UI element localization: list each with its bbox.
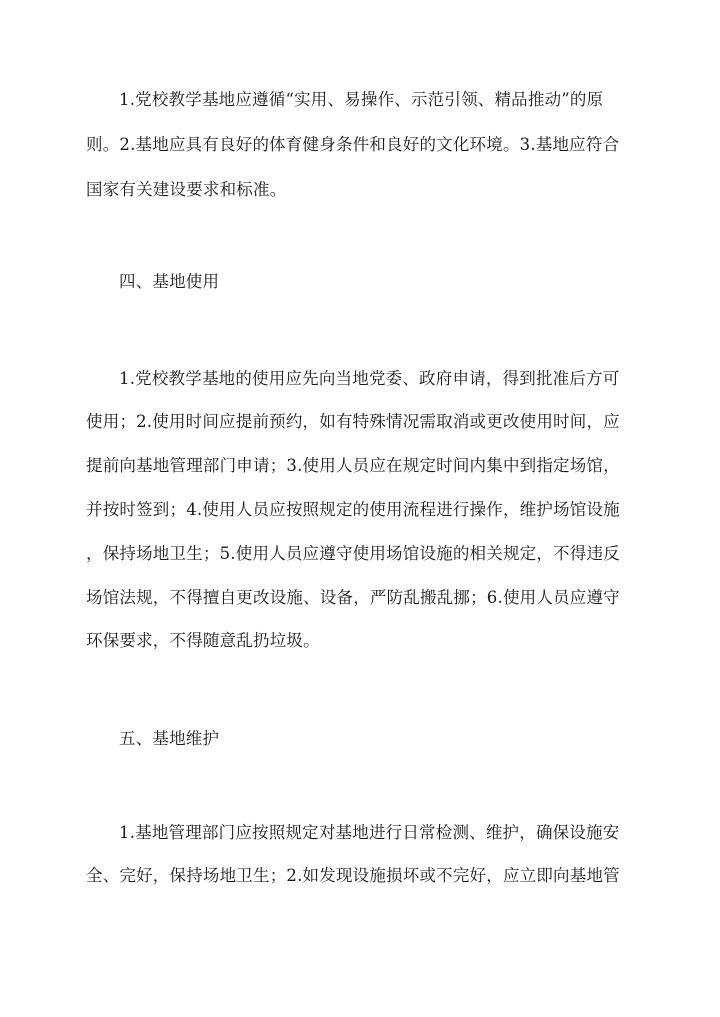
para3-line-2: 全、完好，保持场地卫生；2.如发现设施损坏或不完好，应立即向基地管 xyxy=(86,866,620,885)
para2-line-1: 1.党校教学基地的使用应先向当地党委、政府申请，得到批准后方可 xyxy=(119,369,620,388)
section-heading-5: 五、基地维护 xyxy=(119,729,220,748)
para1-line-3: 国家有关建设要求和标准。 xyxy=(86,180,287,199)
para1-line-1: 1.党校教学基地应遵循“实用、易操作、示范引领、精品推动”的原 xyxy=(119,90,604,109)
para2-line-2: 使用；2.使用时间应提前预约，如有特殊情况需取消或更改使用时间，应 xyxy=(86,412,620,431)
para2-line-4: 并按时签到；4.使用人员应按照规定的使用流程进行操作，维护场馆设施 xyxy=(86,500,620,519)
para2-line-7: 环保要求，不得随意乱扔垃圾。 xyxy=(86,631,320,650)
para2-line-6: 场馆法规，不得擅自更改设施、设备，严防乱搬乱挪；6.使用人员应遵守 xyxy=(86,588,620,607)
para2-line-5: ，保持场地卫生；5.使用人员应遵守使用场馆设施的相关规定，不得违反 xyxy=(86,544,620,563)
para1-line-2: 则。2.基地应具有良好的体育健身条件和良好的文化环境。3.基地应符合 xyxy=(86,135,620,154)
para3-line-1: 1.基地管理部门应按照规定对基地进行日常检测、维护，确保设施安 xyxy=(119,823,620,842)
para2-line-3: 提前向基地管理部门申请；3.使用人员应在规定时间内集中到指定场馆， xyxy=(86,456,620,475)
section-heading-4: 四、基地使用 xyxy=(119,272,220,291)
